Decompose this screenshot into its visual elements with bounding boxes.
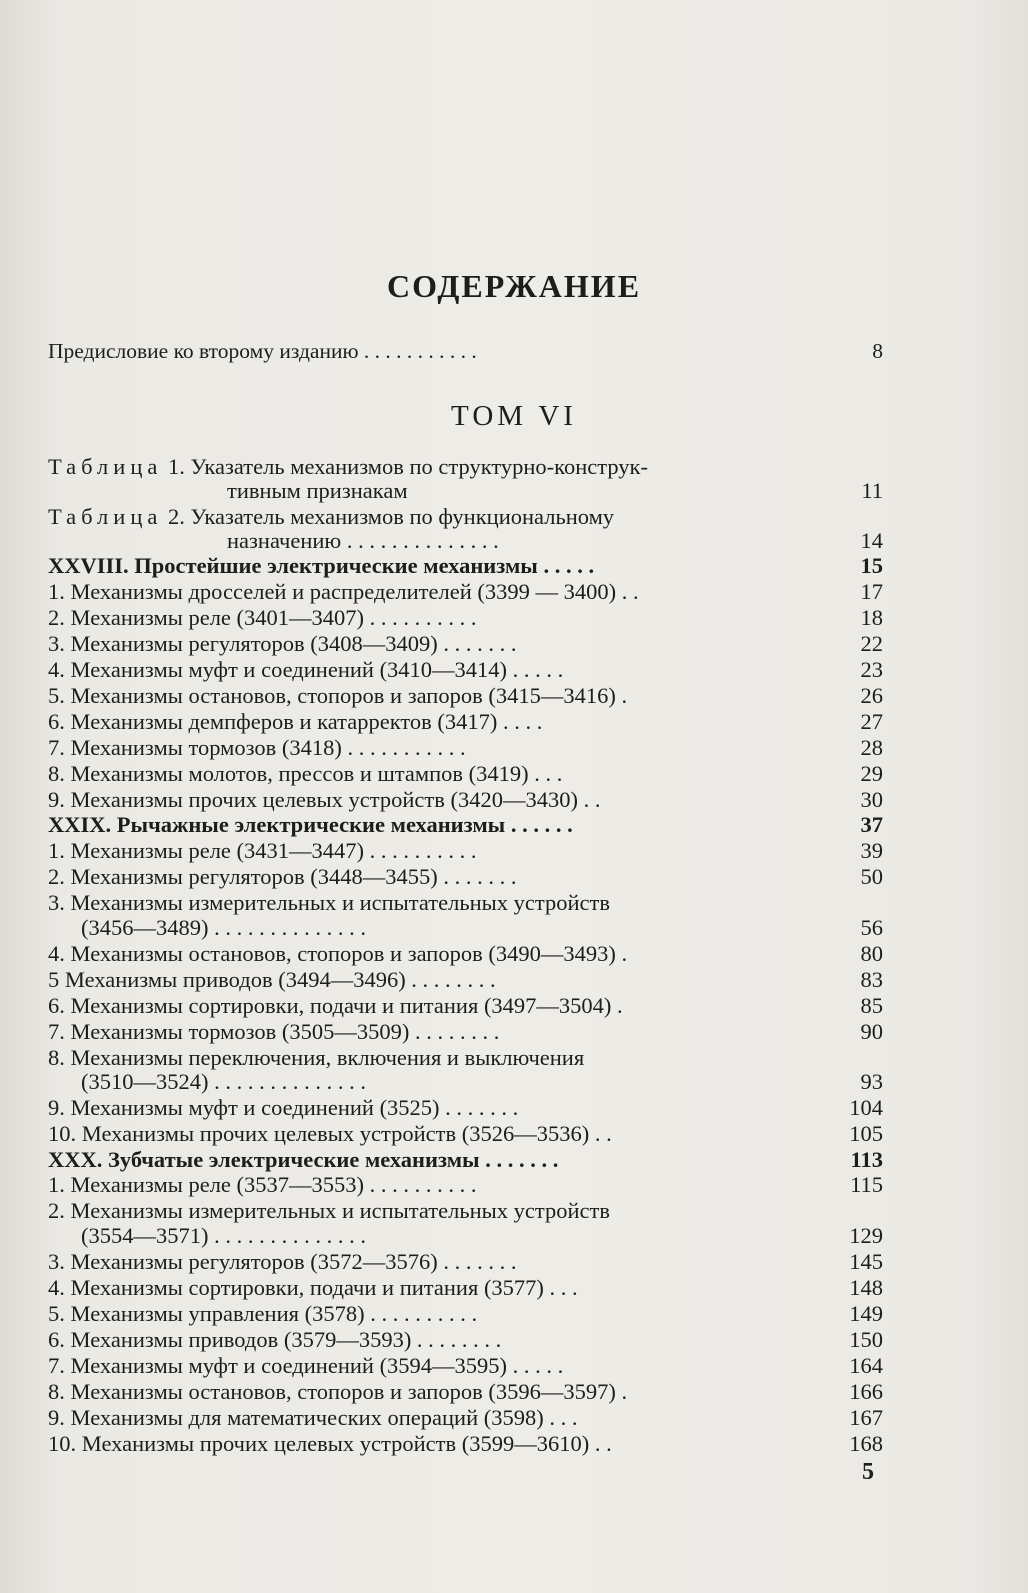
toc-entry: 2. Механизмы реле (3401—3407) . . . . . . . . . . 18 (48, 605, 883, 630)
toc-entry: 3. Механизмы регуляторов (3408—3409) . . . . . . . 22 (48, 631, 883, 656)
page-title: СОДЕРЖАНИЕ (386, 268, 642, 304)
toc-entry: 9. Механизмы прочих целевых устройств (3420—3430) . . 30 (48, 787, 883, 812)
toc-entry: 8. Механизмы переключения, включения и выключения (48, 1045, 585, 1070)
toc-entry: 6. Механизмы приводов (3579—3593) . . . . . . . . 150 (48, 1327, 883, 1352)
toc-entry: 3. Механизмы измерительных и испытательных устройств (48, 890, 610, 915)
toc-entry-cont: (3510—3524) . . . . . . . . . . . . . . 93 (81, 1069, 883, 1094)
toc-section-28: XXVIII. Простейшие электрические механизмы . . . . . 15 (48, 553, 883, 578)
toc-entry-table-1-cont: тивным признакам 11 (227, 478, 883, 503)
toc-entry: 10. Механизмы прочих целевых устройств (3599—3610) . . 168 (48, 1431, 883, 1456)
toc-entry: 4. Механизмы муфт и соединений (3410—3414) . . . . . 23 (48, 657, 883, 682)
table-word: Таблица (48, 454, 163, 479)
toc-entry: 3. Механизмы регуляторов (3572—3576) . . . . . . . 145 (48, 1249, 883, 1274)
toc-entry: 5. Механизмы остановов, стопоров и запоров (3415—3416) . 26 (48, 683, 883, 708)
toc-entry: 5. Механизмы управления (3578) . . . . . . . . . . 149 (48, 1301, 883, 1326)
toc-entry-cont: (3456—3489) . . . . . . . . . . . . . . 56 (81, 915, 883, 940)
toc-entry: 8. Механизмы остановов, стопоров и запоров (3596—3597) . 166 (48, 1379, 883, 1404)
toc-entry: 7. Механизмы тормозов (3418) . . . . . . . . . . . 28 (48, 735, 883, 760)
toc-entry: 2. Механизмы регуляторов (3448—3455) . . . . . . . 50 (48, 864, 883, 889)
toc-entry: 9. Механизмы для математических операций (3598) . . . 167 (48, 1405, 883, 1430)
toc-entry-table-2-cont: назначению . . . . . . . . . . . . . . 14 (227, 528, 883, 553)
page-number: 5 (862, 1459, 874, 1485)
toc-entry: 8. Механизмы молотов, прессов и штампов (3419) . . . 29 (48, 761, 883, 786)
volume-heading: ТОМ VI (451, 400, 577, 432)
table-word: Таблица (48, 504, 163, 529)
toc-entry: 1. Механизмы дросселей и распределителей (3399 — 3400) . . 17 (48, 579, 883, 604)
toc-entry-preface: Предисловие ко второму изданию . . . . . . . . . . . 8 (48, 339, 883, 363)
toc-entry: 6. Механизмы демпферов и катарректов (3417) . . . . 27 (48, 709, 883, 734)
toc-entry-table-1: Таблица 1. Указатель механизмов по структурно-конструк- (48, 454, 648, 479)
toc-entry: 4. Механизмы остановов, стопоров и запоров (3490—3493) . 80 (48, 941, 883, 966)
toc-entry: 1. Механизмы реле (3537—3553) . . . . . . . . . . 115 (48, 1172, 883, 1197)
toc-entry: 4. Механизмы сортировки, подачи и питания (3577) . . . 148 (48, 1275, 883, 1300)
toc-entry-cont: (3554—3571) . . . . . . . . . . . . . . 129 (81, 1223, 883, 1248)
toc-entry: 7. Механизмы муфт и соединений (3594—3595) . . . . . 164 (48, 1353, 883, 1378)
toc-entry-table-2: Таблица 2. Указатель механизмов по функциональному (48, 504, 615, 529)
toc-entry: 9. Механизмы муфт и соединений (3525) . . . . . . . 104 (48, 1095, 883, 1120)
toc-entry: 5 Механизмы приводов (3494—3496) . . . . . . . . 83 (48, 967, 883, 992)
toc-section-29: XXIX. Рычажные электрические механизмы . . . . . . 37 (48, 812, 883, 837)
toc-entry: 10. Механизмы прочих целевых устройств (3526—3536) . . 105 (48, 1121, 883, 1146)
toc-entry: 7. Механизмы тормозов (3505—3509) . . . . . . . . 90 (48, 1019, 883, 1044)
toc-entry: 1. Механизмы реле (3431—3447) . . . . . . . . . . 39 (48, 838, 883, 863)
toc-entry: 6. Механизмы сортировки, подачи и питания (3497—3504) . 85 (48, 993, 883, 1018)
toc-section-30: XXX. Зубчатые электрические механизмы . . . . . . . 113 (48, 1147, 883, 1172)
toc-entry: 2. Механизмы измерительных и испытательных устройств (48, 1198, 610, 1223)
